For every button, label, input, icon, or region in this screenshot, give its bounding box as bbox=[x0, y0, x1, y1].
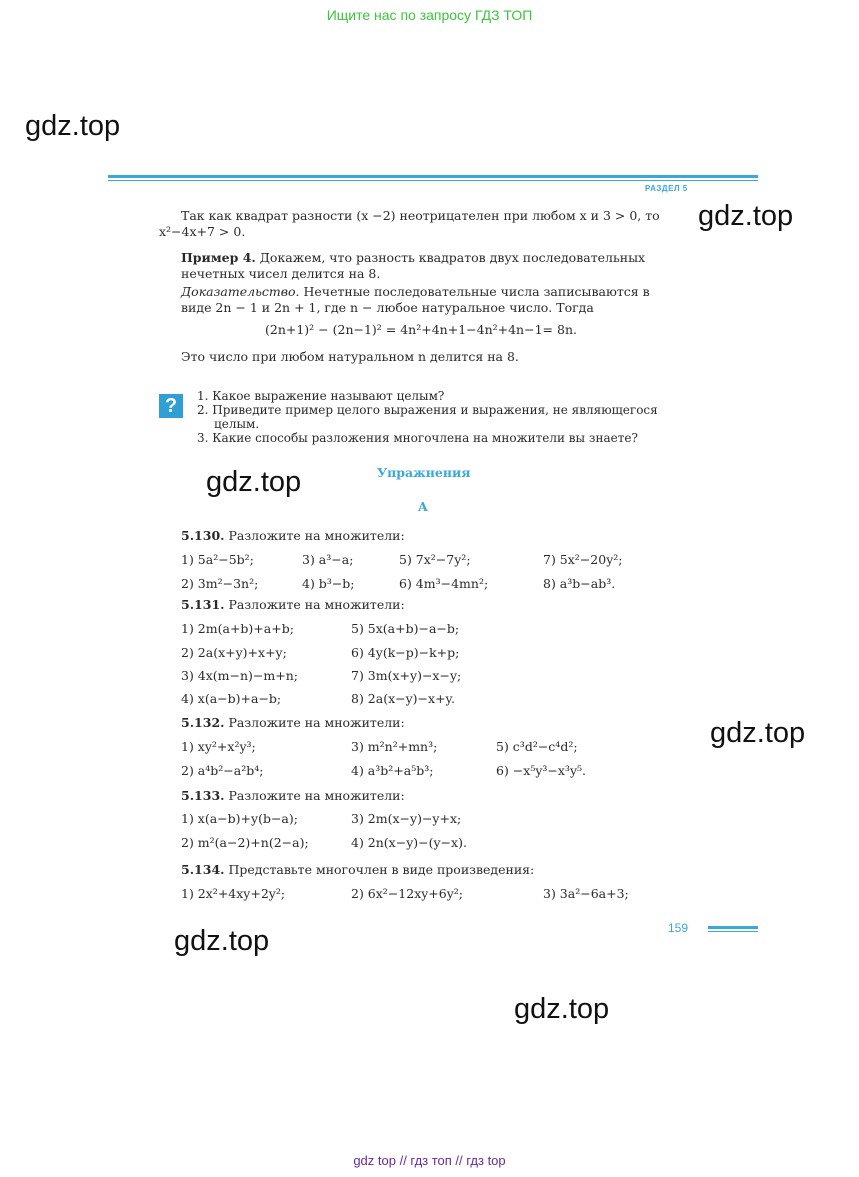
proof-line-2: виде 2n − 1 и 2n + 1, где n − любое натуральное число. Тогда bbox=[181, 300, 594, 315]
exercise-item: 4) x(a−b)+a−b; bbox=[181, 691, 282, 706]
watermark: gdz.top bbox=[25, 110, 121, 142]
footer-links: gdz top // гдз топ // гдз top bbox=[353, 1153, 506, 1168]
exercise-item: 3) m²n²+mn³; bbox=[351, 739, 438, 754]
exercise-5-131 bbox=[181, 597, 405, 613]
exercise-item: 6) −x⁵y³−x³y⁵. bbox=[496, 763, 586, 778]
exercise-item: 8) a³b−ab³. bbox=[543, 576, 616, 591]
page-number: 159 bbox=[668, 921, 689, 935]
example-line-1 bbox=[181, 250, 645, 266]
proof-label: Доказательство. bbox=[181, 284, 300, 299]
exercise-5-134 bbox=[181, 862, 534, 878]
exercise-item: 4) a³b²+a⁵b³; bbox=[351, 763, 434, 778]
question-item: 2. Приведите пример целого выражения и выражения, не являющегося bbox=[197, 403, 658, 417]
example-title: Пример 4. bbox=[181, 250, 256, 265]
exercise-item: 5) 5x(a+b)−a−b; bbox=[351, 621, 460, 636]
question-item: целым. bbox=[214, 417, 260, 431]
example-text: Докажем, что разность квадратов двух последовательных bbox=[255, 250, 646, 265]
exercise-item: 3) 2m(x−y)−y+x; bbox=[351, 811, 462, 826]
top-banner: Ищите нас по запросу ГДЗ ТОП bbox=[326, 7, 533, 23]
exercise-item: 2) 3m²−3n²; bbox=[181, 576, 259, 591]
exercise-number: 5.131. bbox=[181, 597, 225, 612]
exercise-task: Разложите на множители: bbox=[224, 788, 405, 803]
level-heading: A bbox=[418, 499, 428, 514]
exercise-item: 2) m²(a−2)+n(2−a); bbox=[181, 835, 309, 850]
exercise-item: 2) a⁴b²−a²b⁴; bbox=[181, 763, 264, 778]
exercise-5-132 bbox=[181, 715, 405, 731]
exercise-item: 3) 4x(m−n)−m+n; bbox=[181, 668, 298, 683]
exercise-task: Разложите на множители: bbox=[224, 715, 405, 730]
exercise-item: 1) x(a−b)+y(b−a); bbox=[181, 811, 298, 826]
exercise-item: 1) 5a²−5b²; bbox=[181, 552, 254, 567]
exercise-5-130 bbox=[181, 528, 405, 544]
footer-rule bbox=[708, 926, 758, 929]
exercise-task: Представьте многочлен в виде произведения: bbox=[224, 862, 535, 877]
example-line-2: нечетных чисел делится на 8. bbox=[181, 266, 381, 281]
exercise-item: 2) 2a(x+y)+x+y; bbox=[181, 645, 287, 660]
exercise-item: 4) 2n(x−y)−(y−x). bbox=[351, 835, 467, 850]
exercise-item: 7) 3m(x+y)−x−y; bbox=[351, 668, 462, 683]
exercise-item: 4) b³−b; bbox=[302, 576, 355, 591]
watermark: gdz.top bbox=[206, 466, 302, 498]
exercise-item: 6) 4m³−4mn²; bbox=[399, 576, 489, 591]
exercise-item: 7) 5x²−20y²; bbox=[543, 552, 623, 567]
exercise-item: 5) c³d²−c⁴d²; bbox=[496, 739, 578, 754]
formula: (2n+1)² − (2n−1)² = 4n²+4n+1−4n²+4n−1= 8n. bbox=[265, 322, 577, 337]
exercise-item: 6) 4y(k−p)−k+p; bbox=[351, 645, 460, 660]
conclusion: Это число при любом натуральном n делится на 8. bbox=[181, 349, 519, 364]
proof-line-1 bbox=[181, 284, 650, 300]
exercises-heading: Упражнения bbox=[377, 465, 471, 480]
intro-line-2: x²−4x+7 > 0. bbox=[159, 224, 246, 239]
exercise-number: 5.132. bbox=[181, 715, 225, 730]
watermark: gdz.top bbox=[710, 717, 806, 749]
exercise-item: 2) 6x²−12xy+6y²; bbox=[351, 886, 464, 901]
exercise-item: 1) 2m(a+b)+a+b; bbox=[181, 621, 294, 636]
section-label: РАЗДЕЛ 5 bbox=[645, 184, 688, 193]
exercise-number: 5.133. bbox=[181, 788, 225, 803]
exercise-item: 1) xy²+x²y³; bbox=[181, 739, 256, 754]
exercise-5-133 bbox=[181, 788, 405, 804]
exercise-item: 5) 7x²−7y²; bbox=[399, 552, 471, 567]
watermark: gdz.top bbox=[698, 200, 794, 232]
header-rule-thin bbox=[108, 180, 758, 181]
question-icon: ? bbox=[159, 394, 183, 418]
intro-line-1: Так как квадрат разности (x −2) неотрицателен при любом x и 3 > 0, то bbox=[181, 208, 660, 223]
exercise-item: 3) a³−a; bbox=[302, 552, 354, 567]
watermark: gdz.top bbox=[514, 993, 610, 1025]
exercise-number: 5.130. bbox=[181, 528, 225, 543]
footer-rule-thin bbox=[708, 931, 758, 932]
header-rule bbox=[108, 175, 758, 178]
exercise-task: Разложите на множители: bbox=[224, 597, 405, 612]
question-item: 1. Какое выражение называют целым? bbox=[197, 389, 445, 403]
question-item: 3. Какие способы разложения многочлена на множители вы знаете? bbox=[197, 431, 638, 445]
exercise-number: 5.134. bbox=[181, 862, 225, 877]
watermark: gdz.top bbox=[174, 925, 270, 957]
exercise-task: Разложите на множители: bbox=[224, 528, 405, 543]
proof-text: Нечетные последовательные числа записываются в bbox=[299, 284, 650, 299]
exercise-item: 3) 3a²−6a+3; bbox=[543, 886, 629, 901]
exercise-item: 8) 2a(x−y)−x+y. bbox=[351, 691, 455, 706]
exercise-item: 1) 2x²+4xy+2y²; bbox=[181, 886, 286, 901]
